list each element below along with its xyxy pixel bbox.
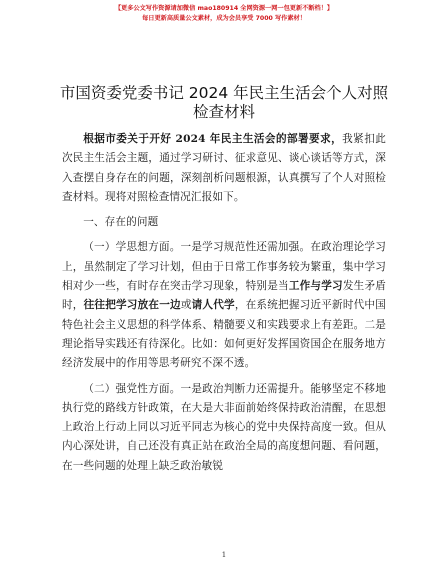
intro-bold-text: 根据市委关于开好 2024 年民主生活会的部署要求，: [83, 133, 343, 145]
section-heading-problems: 一、存在的问题: [83, 216, 159, 229]
paragraph-study-thought: [62, 238, 386, 373]
para-bold-b: 往往把学习放在一边: [83, 299, 181, 312]
intro-paragraph: [62, 130, 386, 207]
para-text-c: 或: [180, 299, 192, 312]
intro-text: 我紧扣此次民主生活会主题，通过学习研讨、征求意见、谈心谈话等方式，深入查摆自身存在的问题，深刻剖析问题根源，认真撰写了个人对照检查材料。现将对照检查情况汇报如下。: [62, 133, 386, 203]
document-title-line-2: 检查材料: [192, 103, 255, 121]
promo-banner-line-2: 每日更新高质量公文素材，成为会员享受 7000 写作素材！: [142, 15, 306, 22]
document-title: [40, 84, 408, 122]
paragraph-party-spirit: （二）强党性方面。一是政治判断力还需提升。能够坚定不移地执行党的路线方针政策，在大是大非面前始终保持政治清醒，在思想上政治上行动上同以习近平同志为核心的党中央保持高度一致。但从内心深处讲，自己还没有真正站在政治全局的高度想问题、看问题，在一些问题的处理上缺乏政治敏锐: [62, 382, 386, 472]
document-body: [62, 130, 386, 476]
para-text-b: 发生矛盾时，: [62, 280, 386, 312]
promo-banner-line-1: 【更多公文写作资源请加微信 mao180914 全网资源一网一包更新不断档！】: [114, 5, 334, 12]
document-title-line-1: 市国资委党委书记 2024 年民主生活会个人对照: [59, 84, 389, 102]
para-text-a: （一）学思想方面。一是学习规范性还需加强。在政治理论学习上，虽然制定了学习计划，但由于日常工作事务较为繁重，集中学习相对少一些，有时存在突击学习现象，特别是当: [62, 241, 386, 293]
page-number: 1: [221, 551, 227, 559]
para-bold-c: 请人代学: [191, 299, 235, 312]
para-bold-a: 工作与学习: [288, 280, 343, 293]
para-text-d: ，在系统把握习近平新时代中国特色社会主义思想的科学体系、精髓要义和实践要求上有差距。二是理论指导实践还有待深化。比如：如何更好发挥国资国企在服务地方经济发展中的作用等思考研究不深不透。: [62, 299, 386, 370]
